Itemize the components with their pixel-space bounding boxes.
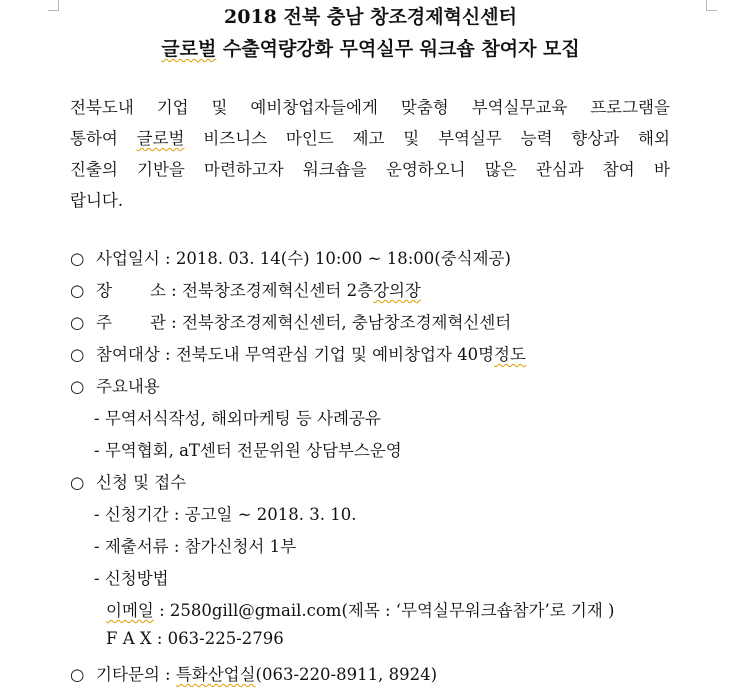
info-item-host <box>70 309 615 341</box>
intro-word: 해외 <box>638 129 670 148</box>
fax-label: F A X <box>106 629 152 648</box>
bullet: ○ <box>70 249 85 268</box>
info-item-content <box>70 373 615 405</box>
intro-line <box>70 154 670 185</box>
apply-docs <box>70 533 615 565</box>
intro-word: 기반을 <box>137 160 185 179</box>
intro-word: 진출의 <box>70 160 118 179</box>
info-item-inquiry <box>70 661 615 693</box>
apply-period-value: 공고일 ~ 2018. 3. 10. <box>184 505 357 524</box>
document-title-line1: 2018 전북 충남 창조경제혁신센터 <box>224 6 517 28</box>
email-label: 이메일 <box>106 601 154 620</box>
intro-paragraph <box>70 92 670 216</box>
target-value: 전북도내 무역관심 기업 및 예비창업자 40명 <box>175 345 495 364</box>
intro-word: 운영하오니 <box>385 160 466 179</box>
email-value: 2580gill@gmail.com(제목 : ‘무역실무워크숍참가’로 기재 ) <box>169 601 615 620</box>
host-label-b: 관 <box>149 313 166 332</box>
info-item-date <box>70 245 615 277</box>
apply-period <box>70 501 615 533</box>
intro-word: 마련하고자 <box>204 160 284 179</box>
target-value-suffix: 정도 <box>494 345 526 364</box>
intro-word: 맞춤형 <box>400 98 449 117</box>
intro-line <box>70 92 670 123</box>
place-label-b: 소 <box>149 281 166 300</box>
info-item-target <box>70 341 615 373</box>
place-value: 전북창조경제혁신센터 2층 <box>181 281 374 300</box>
intro-word: 향상과 <box>571 129 620 148</box>
inquiry-phone: (063-220-8911, 8924) <box>255 665 438 684</box>
apply-label: 신청 및 접수 <box>96 473 187 492</box>
content-sub-text: - 무역협회, aT센터 전문위원 상담부스운영 <box>94 441 402 460</box>
intro-word: 비즈니스 <box>203 129 268 148</box>
colon: : <box>156 629 163 648</box>
content-sub-text: - 무역서식작성, 해외마케팅 등 사례공유 <box>94 409 381 428</box>
apply-docs-value: 참가신청서 1부 <box>184 537 297 556</box>
intro-word: 능력 <box>520 129 553 148</box>
apply-docs-label: - 제출서류 <box>94 537 169 556</box>
intro-word: 제고 <box>352 129 385 148</box>
fax-value: 063-225-2796 <box>167 629 284 648</box>
intro-word: 바 <box>653 160 670 179</box>
title-line2-rest: 수출역량강화 무역실무 워크숍 참여자 모집 <box>216 38 580 60</box>
colon: : <box>159 601 165 620</box>
content-sub-item <box>70 405 615 437</box>
host-value: 전북창조경제혁신센터, 충남창조경제혁신센터 <box>181 313 512 332</box>
colon: : <box>171 281 177 300</box>
intro-word: 예비창업자들에게 <box>250 98 378 117</box>
intro-word: 및 <box>403 129 420 148</box>
apply-method-label: - 신청방법 <box>94 569 169 588</box>
content-sub-item <box>70 437 615 469</box>
document-title-line2 <box>0 34 741 61</box>
info-list <box>70 245 615 693</box>
place-label-a: 장 <box>96 281 112 300</box>
bullet: ○ <box>70 345 85 364</box>
bullet: ○ <box>70 473 85 492</box>
colon: : <box>173 505 180 524</box>
intro-word: 기업 <box>156 98 189 117</box>
host-label-a: 주 <box>96 313 112 332</box>
apply-method <box>70 565 615 597</box>
apply-email <box>70 597 615 629</box>
apply-fax <box>70 629 615 661</box>
intro-word: 통하여 <box>70 129 118 148</box>
intro-word: 관심과 <box>535 160 584 179</box>
intro-word: 참여 <box>602 160 635 179</box>
colon: : <box>171 313 177 332</box>
intro-word: 부역실무 <box>438 129 502 148</box>
colon: : <box>165 345 171 364</box>
bullet: ○ <box>70 313 85 332</box>
intro-word: 랍니다. <box>70 191 124 210</box>
inquiry-label: 기타문의 <box>96 665 160 684</box>
intro-word: 워크숍을 <box>302 160 367 179</box>
title-word-global: 글로벌 <box>161 38 217 60</box>
place-value-room: 강의장 <box>373 281 421 300</box>
info-item-apply <box>70 469 615 501</box>
intro-line <box>70 123 670 154</box>
date-value: 2018. 03. 14(수) 10:00 ~ 18:00(중식제공) <box>175 249 511 268</box>
content-label: 주요내용 <box>96 377 160 396</box>
apply-period-label: - 신청기간 <box>94 505 169 524</box>
colon: : <box>165 665 171 684</box>
intro-word: 많은 <box>484 160 517 179</box>
bullet: ○ <box>70 665 85 684</box>
colon: : <box>173 537 180 556</box>
target-label: 참여대상 <box>96 345 160 364</box>
intro-word: 마인드 <box>285 129 334 148</box>
info-item-place <box>70 277 615 309</box>
bullet: ○ <box>70 377 85 396</box>
colon: : <box>165 249 171 268</box>
intro-word: 글로벌 <box>136 129 185 148</box>
intro-word: 및 <box>211 98 228 117</box>
intro-word: 전북도내 <box>70 98 134 117</box>
date-label: 사업일시 <box>96 249 160 268</box>
bullet: ○ <box>70 281 85 300</box>
inquiry-dept: 특화산업실 <box>175 665 256 684</box>
intro-word: 부역실무교육 <box>471 98 568 117</box>
intro-word: 프로그램을 <box>590 98 670 117</box>
intro-line <box>70 185 670 216</box>
